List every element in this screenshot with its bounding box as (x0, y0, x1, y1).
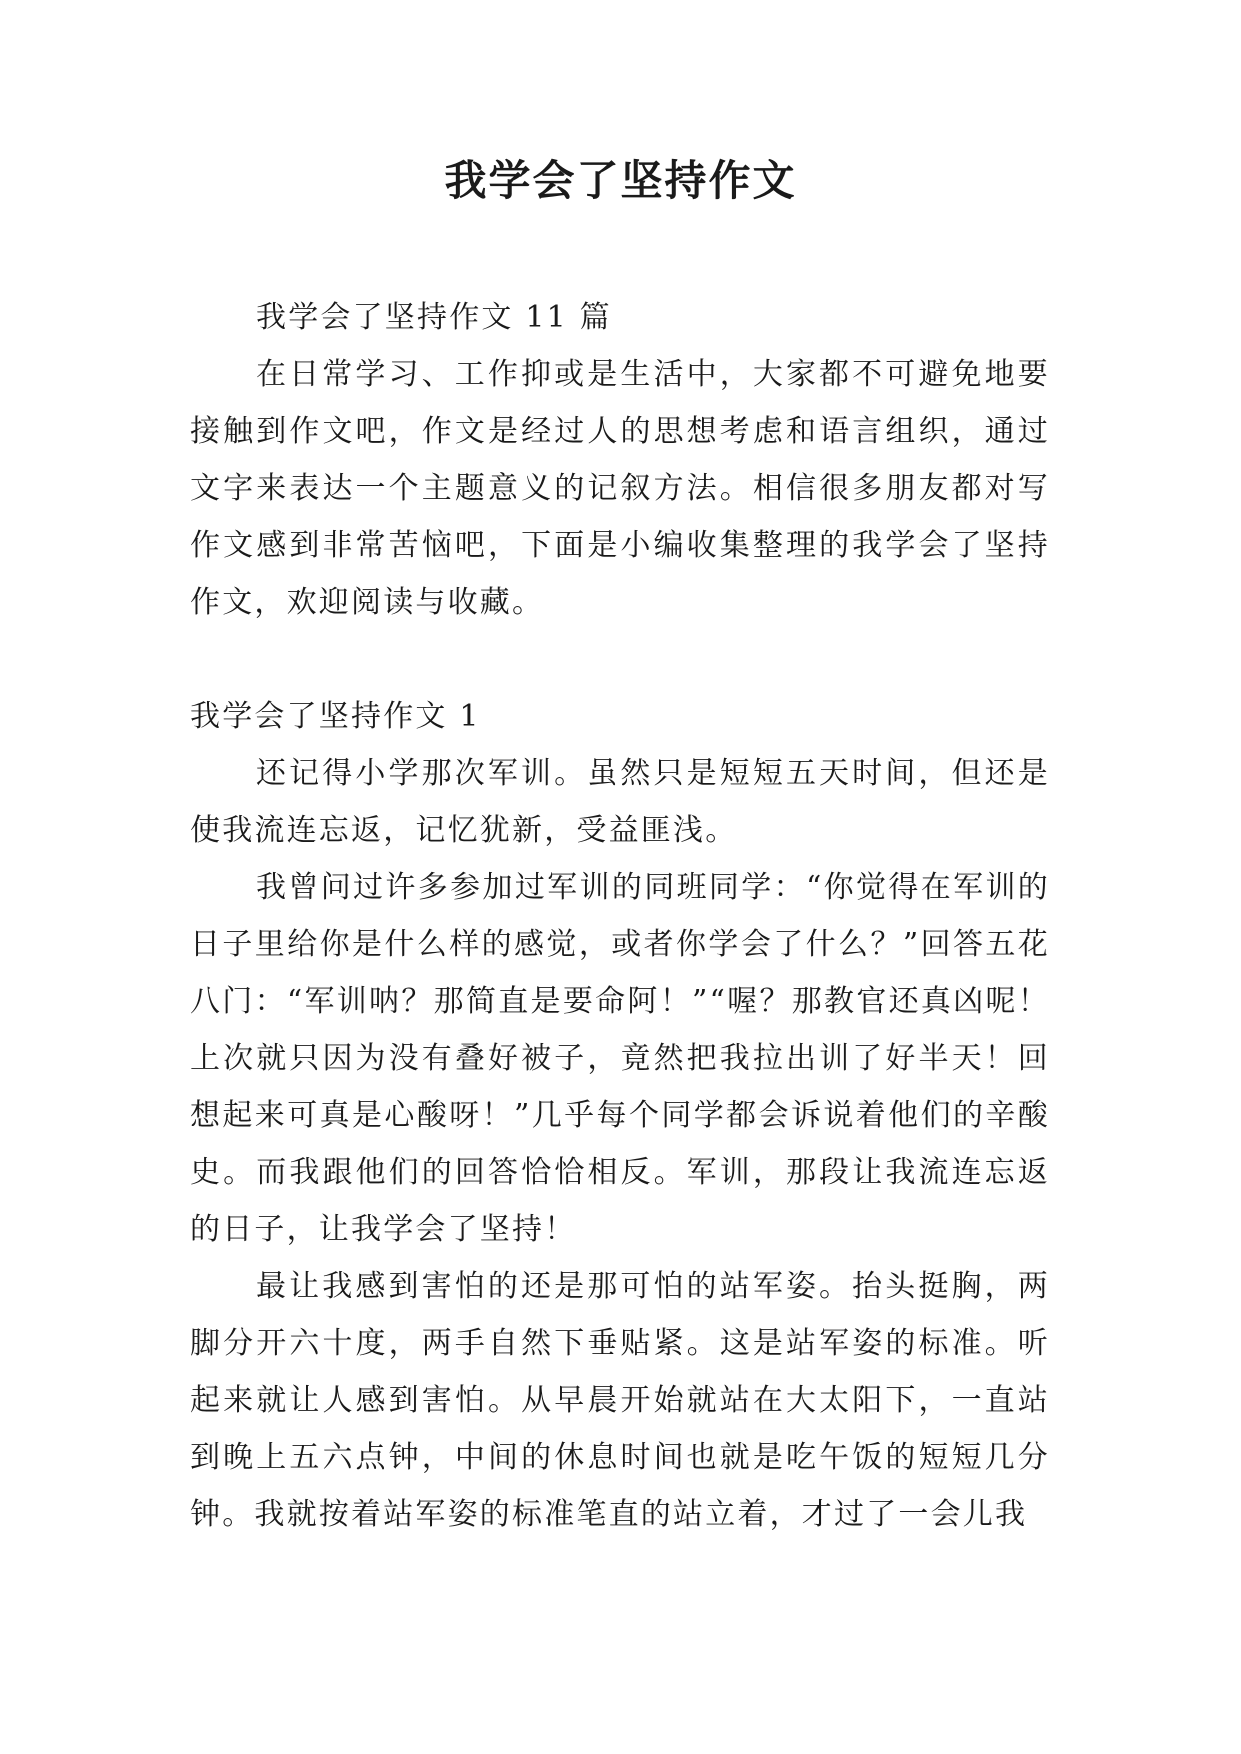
section-heading: 我学会了坚持作文 1 (190, 699, 481, 734)
paragraph-spacer (190, 631, 1050, 688)
document-title: 我学会了坚持作文 (444, 156, 797, 205)
body-paragraph-2: 我曾问过许多参加过军训的同班同学：“你觉得在军训的日子里给你是什么样的感觉，或者你学会了什么？”回答五花八门：“军训呐？那简直是要命阿！”“喔？那教官还真凶呢！上次就只因为没有叠好被子，竟然把我拉出训了好半天！回想起来可真是心酸呀！”几乎每个同学都会诉说着他们的辛酸史。而我跟他们的回答恰恰相反。军训，那段让我流连忘返的日子，让我学会了坚持！ (190, 870, 1050, 1247)
body-paragraph-1: 还记得小学那次军训。虽然只是短短五天时间，但还是使我流连忘返，记忆犹新，受益匪浅。 (190, 756, 1050, 848)
intro-paragraph: 在日常学习、工作抑或是生活中，大家都不可避免地要接触到作文吧，作文是经过人的思想考虑和语言组织，通过文字来表达一个主题意义的记叙方法。相信很多朋友都对写作文感到非常苦恼吧，下面是小编收集整理的我学会了坚持作文，欢迎阅读与收藏。 (190, 357, 1050, 620)
body-paragraph-3: 最让我感到害怕的还是那可怕的站军姿。抬头挺胸，两脚分开六十度，两手自然下垂贴紧。这是站军姿的标准。听起来就让人感到害怕。从早晨开始就站在大太阳下，一直站到晚上五六点钟，中间的休息时间也就是吃午饭的短短几分钟。我就按着站军姿的标准笔直的站立着，才过了一会儿我 (190, 1269, 1050, 1532)
document-body (190, 289, 1050, 1543)
intro-heading: 我学会了坚持作文 11 篇 (256, 300, 612, 335)
